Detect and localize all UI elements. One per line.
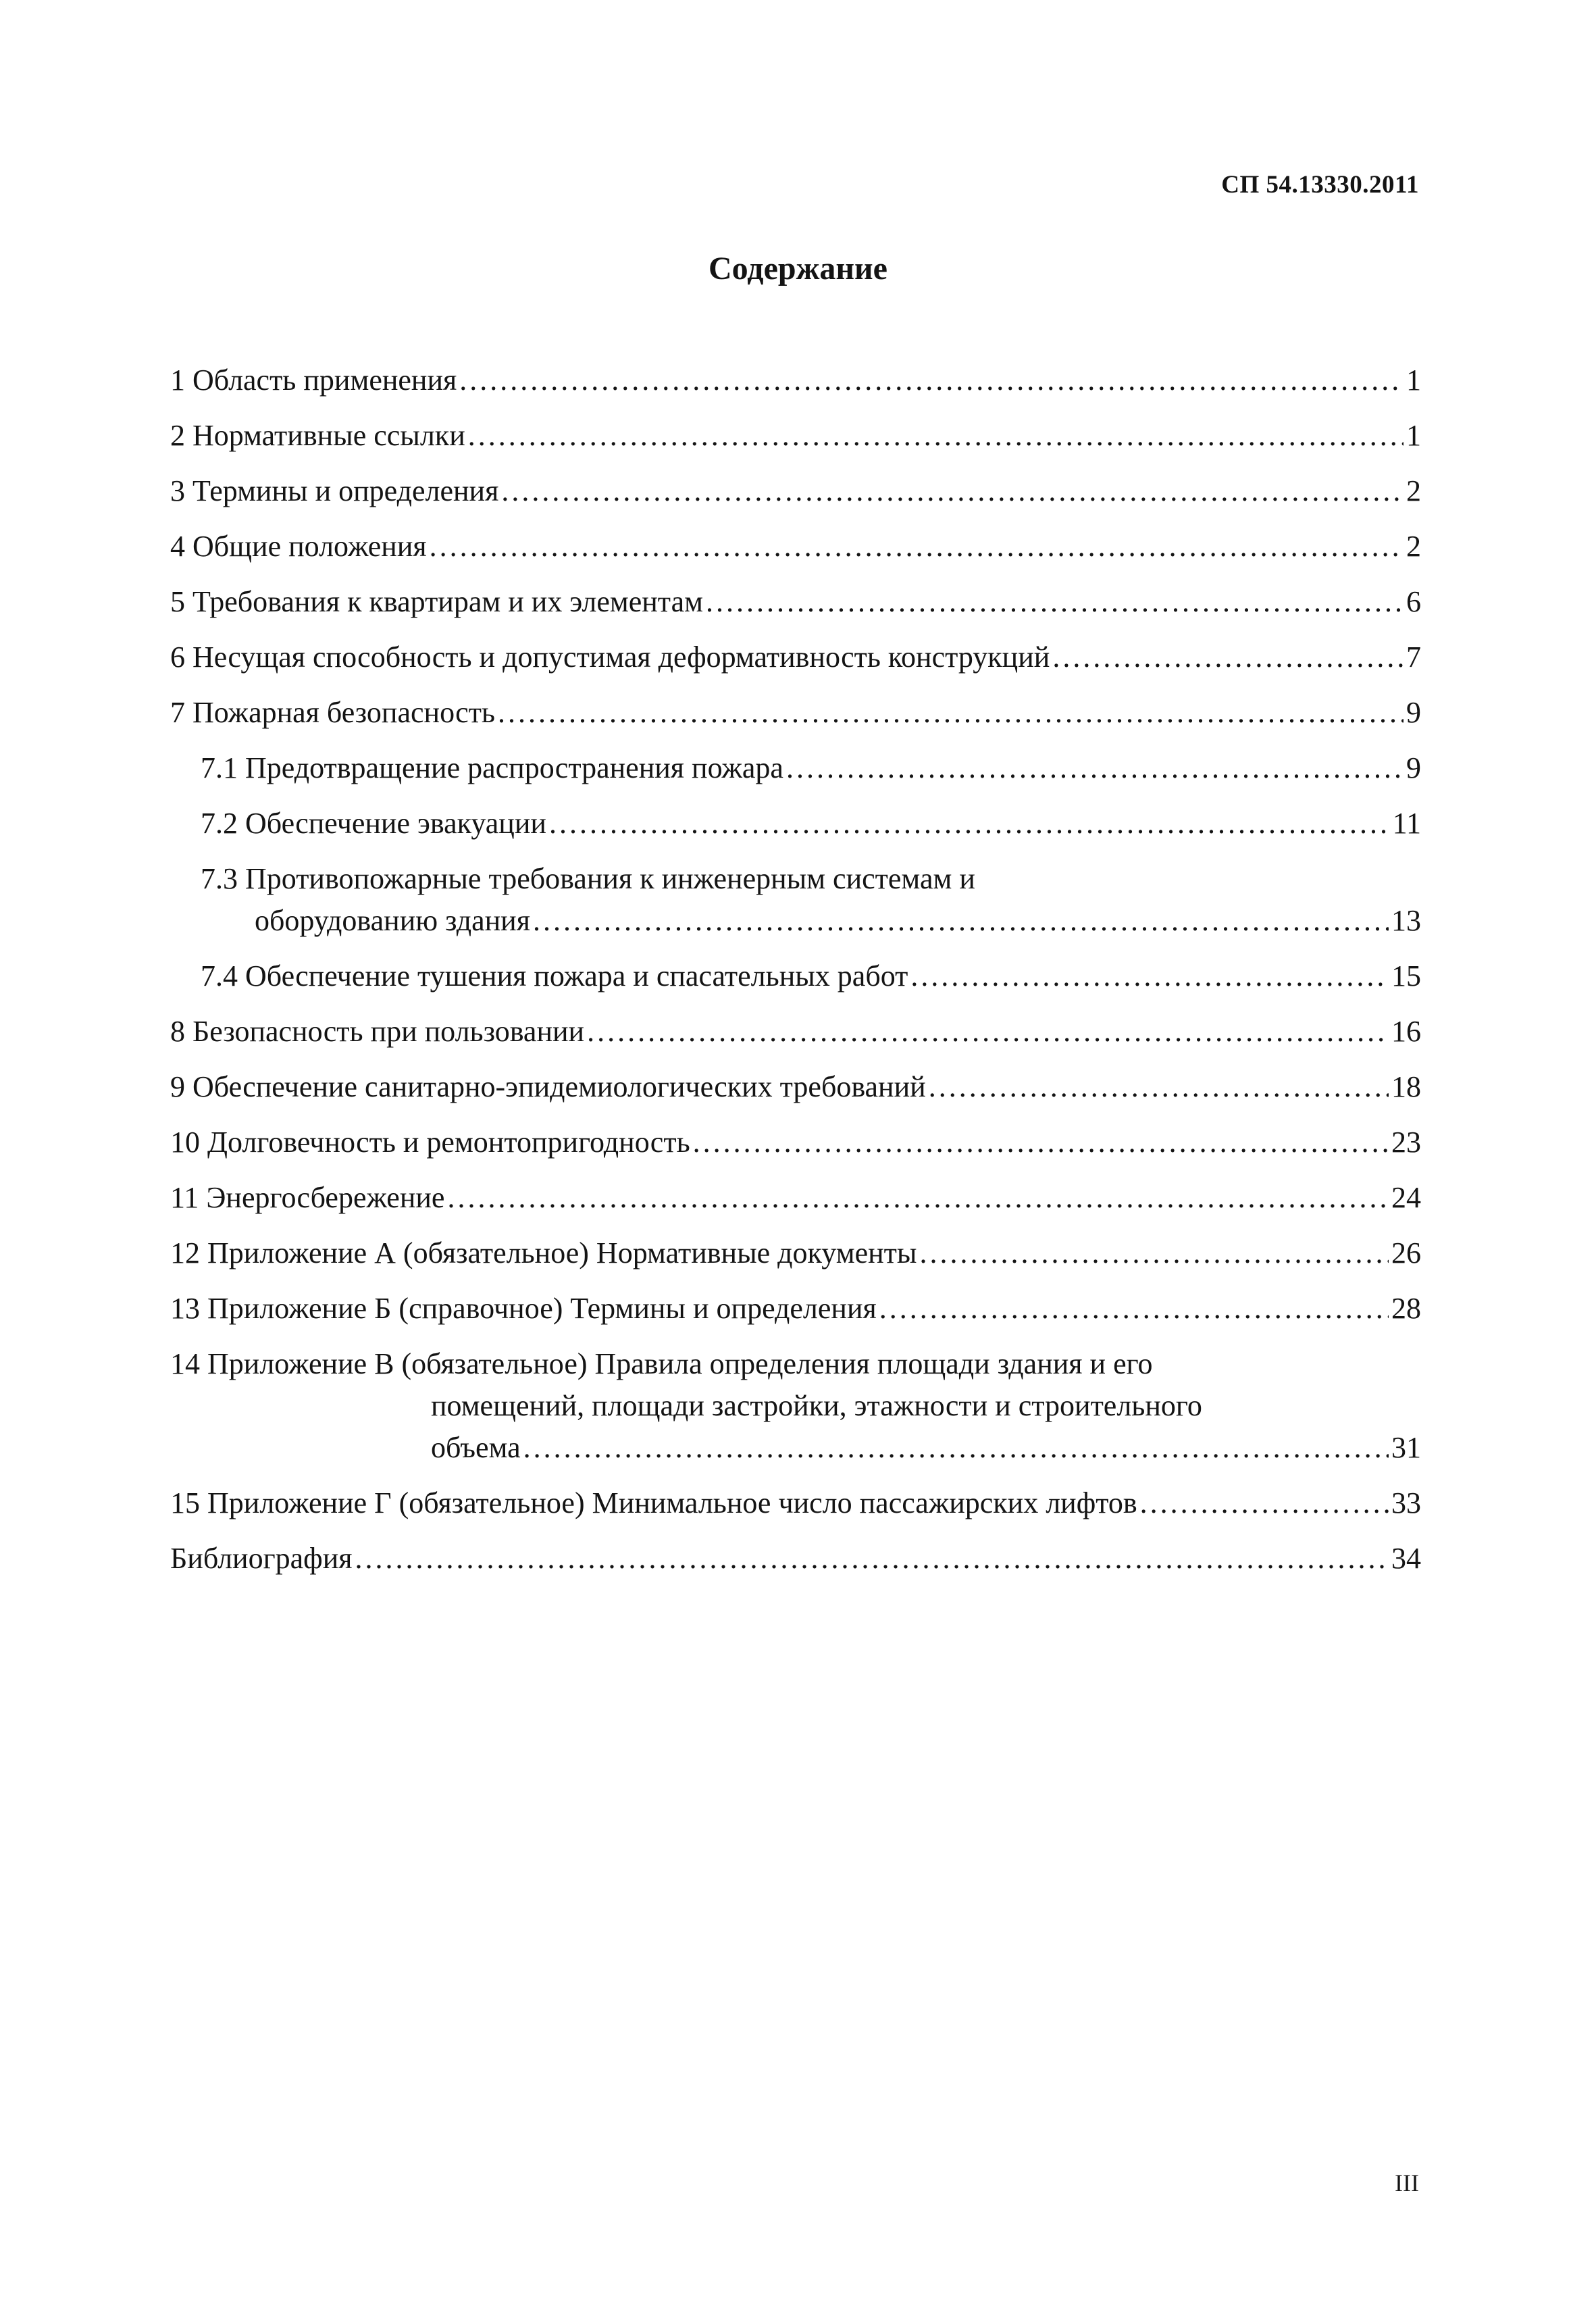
toc-entry-page: 1 [1406,419,1421,452]
toc-entry-text: 6 Несущая способность и допустимая деформативность конструкций [170,640,1050,674]
toc-entry-page: 6 [1406,585,1421,618]
toc-subentry[interactable] [170,858,1421,942]
toc-entry-text: 13 Приложение Б (справочное) Термины и определения [170,1292,877,1325]
dot-leader [587,1011,1389,1053]
toc-entry-page: 2 [1406,530,1421,563]
toc-entry[interactable] [170,1288,1421,1330]
toc-entry-text: 7.2 Обеспечение эвакуации [201,807,546,840]
dot-leader [549,803,1390,845]
toc-entry-text: 4 Общие положения [170,530,427,563]
toc-subentry[interactable] [170,747,1421,789]
toc-entry-page: 13 [1391,904,1421,937]
toc-entry-page: 9 [1406,751,1421,784]
toc-entry-text: 7.1 Предотвращение распространения пожара [201,751,783,784]
dot-leader [468,415,1404,457]
toc-entry-page: 33 [1391,1486,1421,1519]
toc-entry-text: 7.4 Обеспечение тушения пожара и спасательных работ [201,959,908,992]
page-title: Содержание [709,251,887,286]
dot-leader [498,692,1404,734]
dot-leader [1140,1482,1389,1524]
toc-entry[interactable] [170,415,1421,457]
toc-entry-text-cont: помещений, площади застройки, этажности и строительного [431,1389,1202,1422]
toc-entry[interactable] [170,1343,1421,1469]
dot-leader [706,581,1404,623]
dot-leader [447,1177,1389,1219]
toc-entry[interactable] [170,359,1421,401]
toc-entry-continuation [170,1427,1421,1469]
toc-subentry[interactable] [170,803,1421,845]
dot-leader [355,1538,1389,1580]
dot-leader [1052,636,1404,678]
toc-entry-text: 5 Требования к квартирам и их элементам [170,585,703,618]
toc-entry-page: 16 [1391,1015,1421,1048]
dot-leader [430,526,1404,568]
toc-entry-text-cont: объема [431,1431,521,1464]
toc-entry-text-cont: оборудованию здания [255,904,530,937]
toc-entry-page: 24 [1391,1181,1421,1214]
dot-leader [919,1232,1389,1274]
toc-entry-page: 1 [1406,363,1421,397]
toc-entry[interactable] [170,470,1421,512]
toc-entry-page: 26 [1391,1236,1421,1269]
toc-entry-text: 15 Приложение Г (обязательное) Минимальное число пассажирских лифтов [170,1486,1137,1519]
toc-entry-page: 2 [1406,474,1421,507]
dot-leader [879,1288,1389,1330]
toc-entry-page: 34 [1391,1542,1421,1575]
toc-entry-text: 9 Обеспечение санитарно-эпидемиологических требований [170,1070,926,1103]
toc-entry-page: 9 [1406,696,1421,729]
dot-leader [929,1066,1389,1108]
toc-entry[interactable] [170,1232,1421,1274]
toc-entry[interactable] [170,636,1421,678]
toc-entry[interactable] [170,1482,1421,1524]
page-number: III [1395,2169,1419,2196]
toc-entry-text: 1 Область применения [170,363,457,397]
toc-entry[interactable] [170,1066,1421,1108]
toc-entry-text: 7 Пожарная безопасность [170,696,495,729]
toc-entry[interactable] [170,1122,1421,1163]
dot-leader [533,900,1389,942]
toc-entry-text: Библиография [170,1542,353,1575]
dot-leader [786,747,1404,789]
toc-entry-text: 12 Приложение А (обязательное) Нормативные документы [170,1236,917,1269]
dot-leader [910,955,1389,997]
toc-entry-text: 14 Приложение В (обязательное) Правила определения площади здания и его [170,1347,1153,1380]
toc-entry[interactable] [170,526,1421,568]
toc-entry-continuation [201,900,1421,942]
document-code: СП 54.13330.2011 [1221,171,1419,199]
dot-leader [693,1122,1389,1163]
toc-entry-text: 3 Термины и определения [170,474,499,507]
toc-entry-text: 11 Энергосбережение [170,1181,445,1214]
toc-subentry[interactable] [170,955,1421,997]
toc-entry[interactable] [170,581,1421,623]
toc-entry-text: 10 Долговечность и ремонтопригодность [170,1126,690,1159]
toc-entry[interactable] [170,692,1421,734]
dot-leader [459,359,1404,401]
toc-entry-page: 28 [1391,1292,1421,1325]
toc-entry-page: 23 [1391,1126,1421,1159]
dot-leader [501,470,1404,512]
toc-entry-page: 7 [1406,640,1421,674]
toc-entry-text: 7.3 Противопожарные требования к инженерным системам и [201,862,975,895]
toc-entry-page: 18 [1391,1070,1421,1103]
toc-entry-page: 11 [1392,807,1421,840]
toc-entry[interactable] [170,1538,1421,1580]
dot-leader [523,1427,1389,1469]
toc-entry-text: 2 Нормативные ссылки [170,419,465,452]
toc-entry[interactable] [170,1011,1421,1053]
toc-entry-text: 8 Безопасность при пользовании [170,1015,585,1048]
table-of-contents [170,359,1421,1593]
toc-entry-page: 15 [1391,959,1421,992]
toc-entry[interactable] [170,1177,1421,1219]
toc-entry-page: 31 [1391,1431,1421,1464]
